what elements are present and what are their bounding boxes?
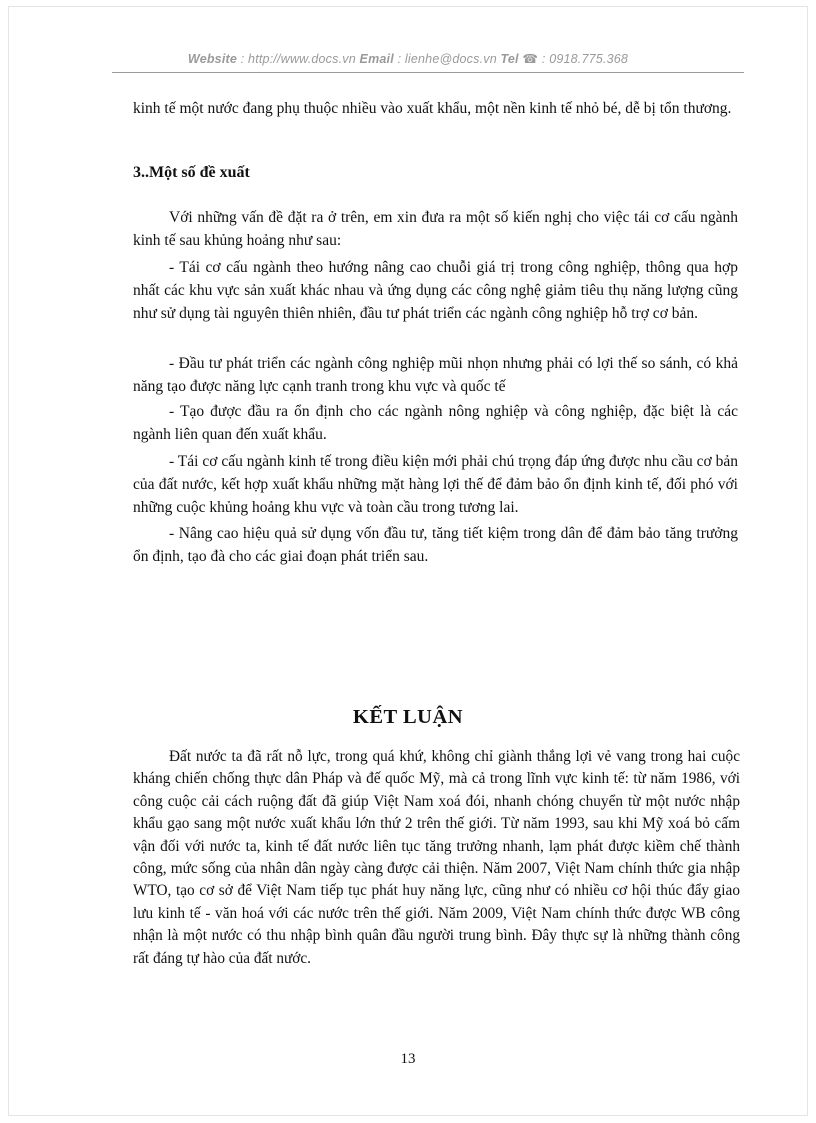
proposal-item: - Tạo được đầu ra ổn định cho các ngành nông nghiệp và công nghiệp, đặc biệt là các ngành liên quan đến xuất khẩu. [133,403,738,443]
intro-paragraph: Với những vấn đề đặt ra ở trên, em xin đưa ra một số kiến nghị cho việc tái cơ cấu ngành kinh tế sau khủng hoảng như sau: [133,209,738,249]
tel-value: ☎ : 0918.775.368 [518,52,629,66]
email-value: : lienhe@docs.vn [393,52,501,66]
proposal-item: - Nâng cao hiệu quả sử dụng vốn đầu tư, tăng tiết kiệm trong dân để đảm bảo tăng trưởng ổn định, tạo đà cho các giai đoạn phát triển sau. [133,525,738,565]
proposal-item: - Tái cơ cấu ngành theo hướng nâng cao chuỗi giá trị trong công nghiệp, thông qua hợp nhất các khu vực sản xuất khác nhau và ứng dụng các công nghệ giảm tiêu thụ năng lượng cũng như sử dụng tài nguyên thiên nhiên, đầu tư phát triển các ngành công nghiệp hỗ trợ cơ bản. [133,259,738,322]
proposal-item: - Đầu tư phát triển các ngành công nghiệp mũi nhọn nhưng phải có lợi thế so sánh, có khả năng tạo được năng lực cạnh tranh trong khu vực và quốc tế [133,355,738,395]
website-value: : http://www.docs.vn [237,52,360,66]
website-label: Website [187,52,238,66]
conclusion-paragraph: Đất nước ta đã rất nỗ lực, trong quá khứ, không chỉ giành thắng lợi vẻ vang trong hai cuộc kháng chiến chống thực dân Pháp và đế quốc Mỹ, mà cả trong lĩnh vực kinh tế: từ năm 1986, với công cuộc cải cách ruộng đất đã giúp Việt Nam xoá đói, nhanh chóng chuyển từ một nước nhập khẩu gạo sang một nước xuất khẩu lớn thứ 2 trên thế giới. Từ năm 1993, sau khi Mỹ xoá bỏ cấm vận đối với nước ta, kinh tế đất nước liên tục tăng trưởng nhanh, lạm phát được kiềm chế thành công, mức sống của nhân dân ngày càng được cải thiện. Năm 2007, Việt Nam chính thức gia nhập WTO, tạo cơ sở để Việt Nam tiếp tục phát huy năng lực, cũng như có nhiều cơ hội thúc đẩy giao lưu kinh tế - văn hoá với các nước trên thế giới. Năm 2009, Việt Nam chính thức được WB công nhận là một nước có thu nhập bình quân đầu người trung bình. Đây thực sự là những thành công rất đáng tự hào của đất nước. [133,748,740,967]
tel-label: Tel [500,52,519,66]
header-divider [112,72,744,73]
continuation-paragraph: kinh tế một nước đang phụ thuộc nhiều vào xuất khẩu, một nền kinh tế nhỏ bé, dễ bị tổn thương. [133,100,732,117]
conclusion-title: KẾT LUẬN [352,706,464,728]
email-label: Email [359,52,394,66]
page-header [0,51,816,66]
section-heading: 3..Một số đề xuất [133,164,250,181]
page-number: 13 [400,1051,416,1067]
proposal-item: - Tái cơ cấu ngành kinh tế trong điều kiện mới phải chú trọng đáp ứng được nhu cầu cơ bản của đất nước, kết hợp xuất khẩu những mặt hàng lợi thế để đảm bảo ổn định kinh tế, đối phó với những cuộc khủng hoảng khu vực và toàn cầu trong tương lai. [133,453,738,516]
